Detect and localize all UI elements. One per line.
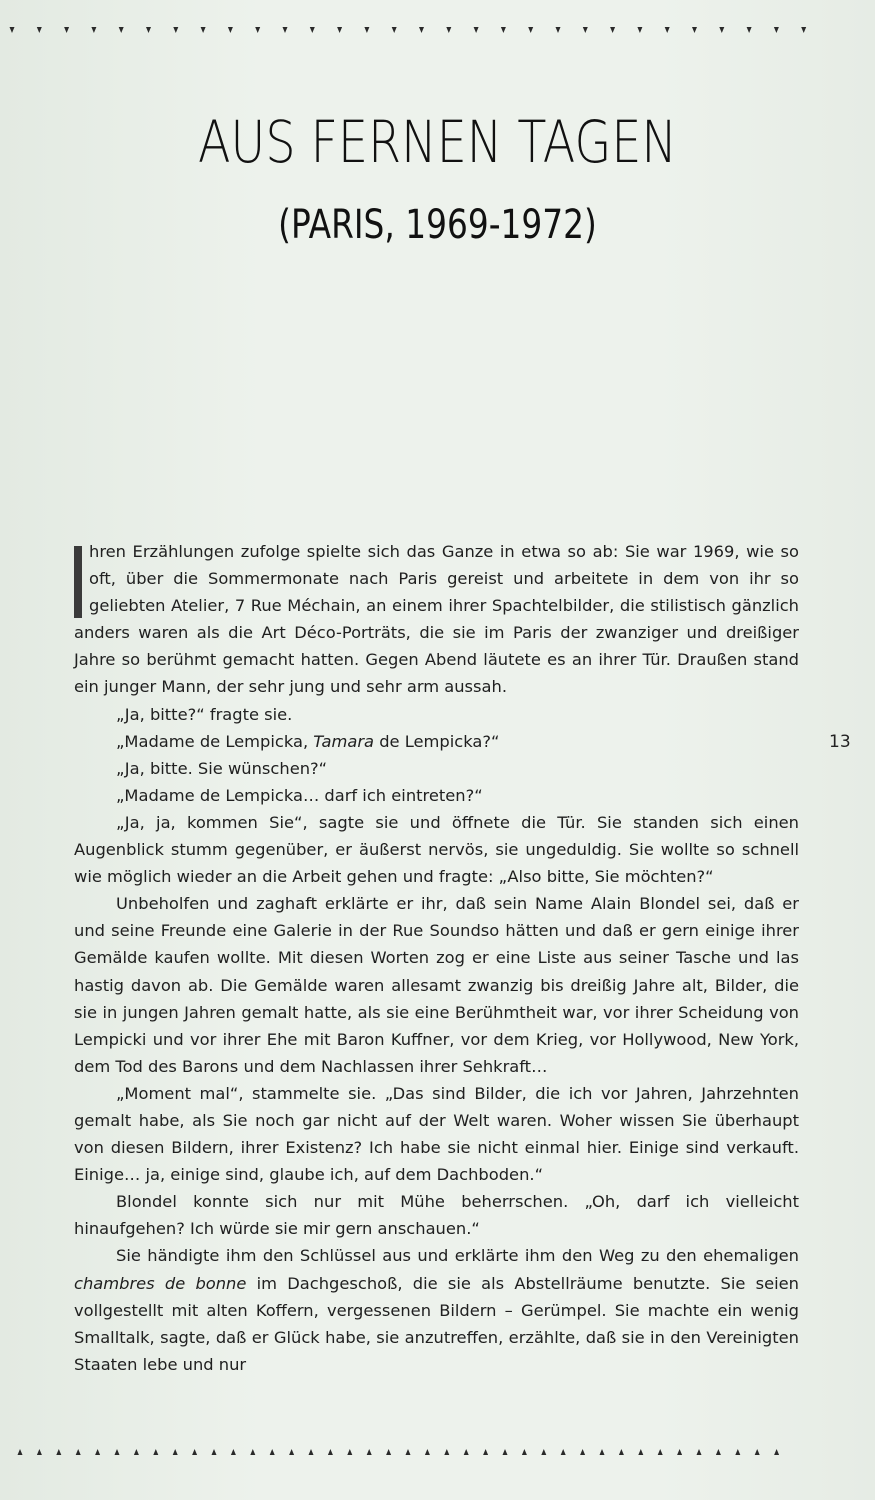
ornament-triangle [719,27,724,33]
ornament-triangle [801,27,806,33]
ornament-triangle [755,1449,760,1455]
ornament-triangle [337,27,342,33]
ornament-triangle [250,1449,255,1455]
paragraph-5: „Madame de Lempicka… darf ich eintreten?“ [116,785,483,805]
ornament-triangle [735,1449,740,1455]
paragraph-9: Blondel konnte sich nur mit Mühe beherrschen. „Oh, darf ich vielleicht hinaufgehen? Ich würde sie mir gern anschauen.“ [74,1192,799,1239]
ornament-triangle [386,1449,391,1455]
ornament-triangle [658,1449,663,1455]
chapter-body [74,538,799,1378]
ornament-triangle [283,27,288,33]
drop-cap-initial [74,546,82,618]
ornament-triangle [637,27,642,33]
top-ornament-border [0,22,875,38]
chapter-title: AUS FERNEN TAGEN [198,108,677,176]
ornament-triangle [173,1449,178,1455]
ornament-triangle [501,27,506,33]
ornament-triangle [503,1449,508,1455]
ornament-triangle [367,1449,372,1455]
ornament-triangle [522,1449,527,1455]
ornament-triangle [692,27,697,33]
ornament-triangle [665,27,670,33]
ornament-triangle [76,1449,81,1455]
bottom-ornament-border [0,1444,875,1460]
ornament-triangle [173,27,178,33]
paragraph-6: „Ja, ja, kommen Sie“, sagte sie und öffnete die Tür. Sie standen sich einen Augenblick stumm gegenüber, er äußerst nervös, sie ungeduldig. Sie wollte so schnell wie möglich wieder an die Arbeit gehen und fragte: „Also bitte, Sie möchten?“ [74,812,799,887]
paragraph-7: Unbeholfen und zaghaft erklärte er ihr, daß sein Name Alain Blondel sei, daß er und seine Freunde eine Galerie in der Rue Soundso hätten und daß er gern einige ihrer Gemälde kaufen wollte. Mit diesen Worten zog er eine Liste aus seiner Tasche und las hastig davon ab. Die Gemälde waren allesamt zwanzig bis dreißig Jahre alt, Bilder, die sie in jungen Jahren gemalt hatte, als sie eine Berühmtheit war, vor ihrer Scheidung von Lempicki und vor ihrer Ehe mit Baron Kuffner, vor dem Krieg, vor Hollywood, New York, dem Tod des Barons und dem Nachlassen ihrer Sehkraft… [74,894,799,1076]
ornament-triangle [18,1449,23,1455]
paragraph-1: hren Erzählungen zufolge spielte sich das Ganze in etwa so ab: Sie war 1969, wie so oft, über die Sommermonate nach Paris gereist und arbeitete in dem von ihr so geliebten Atelier, 7 Rue Méchain, an einem ihrer Spachtelbilder, die stilistisch gänzlich anders waren als die Art Déco-Porträts, die sie im Paris der zwanziger und dreißiger Jahre so berühmt gemacht hatten. Gegen Abend läutete es an ihrer Tür. Draußen stand ein junger Mann, der sehr jung und sehr arm aussah. [74,542,799,697]
ornament-triangle [364,27,369,33]
ornament-triangle [153,1449,158,1455]
ornament-triangle [134,1449,139,1455]
ornament-triangle [583,27,588,33]
ornament-triangle [309,1449,314,1455]
ornament-triangle [541,1449,546,1455]
ornament-triangle [56,1449,61,1455]
ornament-triangle [556,27,561,33]
ornament-triangle [10,27,15,33]
ornament-triangle [610,27,615,33]
ornament-triangle [474,27,479,33]
ornament-triangle [619,1449,624,1455]
ornament-triangle [697,1449,702,1455]
ornament-triangle [115,1449,120,1455]
ornament-triangle [464,1449,469,1455]
ornament-triangle [747,27,752,33]
ornament-triangle [37,27,42,33]
ornament-triangle [716,1449,721,1455]
ornament-triangle [64,27,69,33]
ornament-triangle [91,27,96,33]
ornament-triangle [444,1449,449,1455]
ornament-triangle [37,1449,42,1455]
paragraph-8: „Moment mal“, stammelte sie. „Das sind Bilder, die ich vor Jahren, Jahrzehnten gemalt habe, als Sie noch gar nicht auf der Welt waren. Woher wissen Sie überhaupt von diesen Bildern, ihrer Existenz? Ich habe sie nicht einmal hier. Einige sind verkauft. Einige… ja, einige sind, glaube ich, auf dem Dachboden.“ [74,1083,799,1185]
ornament-triangle [231,1449,236,1455]
ornament-triangle [201,27,206,33]
ornament-triangle [146,27,151,33]
ornament-triangle [212,1449,217,1455]
paragraph-10: Sie händigte ihm den Schlüssel aus und erklärte ihm den Weg zu den ehemaligen chambres de bonne im Dachgeschoß, die sie als Abstellräume benutzte. Sie seien vollgestellt mit alten Koffern, vergessenen Bildern – Gerümpel. Sie machte ein wenig Smalltalk, sagte, daß er Glück habe, sie anzutreffen, erzählte, daß sie in den Vereinigten Staaten lebe und nur [74,1246,799,1374]
chapter-subtitle: (PARIS, 1969-1972) [278,202,597,248]
ornament-triangle [600,1449,605,1455]
ornament-triangle [483,1449,488,1455]
page-number: 13 [829,732,851,752]
ornament-triangle [119,27,124,33]
ornament-triangle [289,1449,294,1455]
ornament-triangle [270,1449,275,1455]
ornament-triangle [580,1449,585,1455]
ornament-triangle [774,1449,779,1455]
ornament-triangle [228,27,233,33]
ornament-triangle [561,1449,566,1455]
ornament-triangle [528,27,533,33]
ornament-triangle [392,27,397,33]
ornament-triangle [425,1449,430,1455]
ornament-triangle [774,27,779,33]
paragraph-4: „Ja, bitte. Sie wünschen?“ [116,758,328,778]
ornament-triangle [255,27,260,33]
ornament-triangle [347,1449,352,1455]
ornament-triangle [328,1449,333,1455]
paragraph-3: „Madame de Lempicka, Tamara de Lempicka?“ [116,731,500,751]
ornament-triangle [446,27,451,33]
ornament-triangle [310,27,315,33]
ornament-triangle [638,1449,643,1455]
ornament-triangle [406,1449,411,1455]
ornament-triangle [677,1449,682,1455]
paragraph-2: „Ja, bitte?“ fragte sie. [116,704,293,724]
ornament-triangle [419,27,424,33]
ornament-triangle [192,1449,197,1455]
ornament-triangle [95,1449,100,1455]
